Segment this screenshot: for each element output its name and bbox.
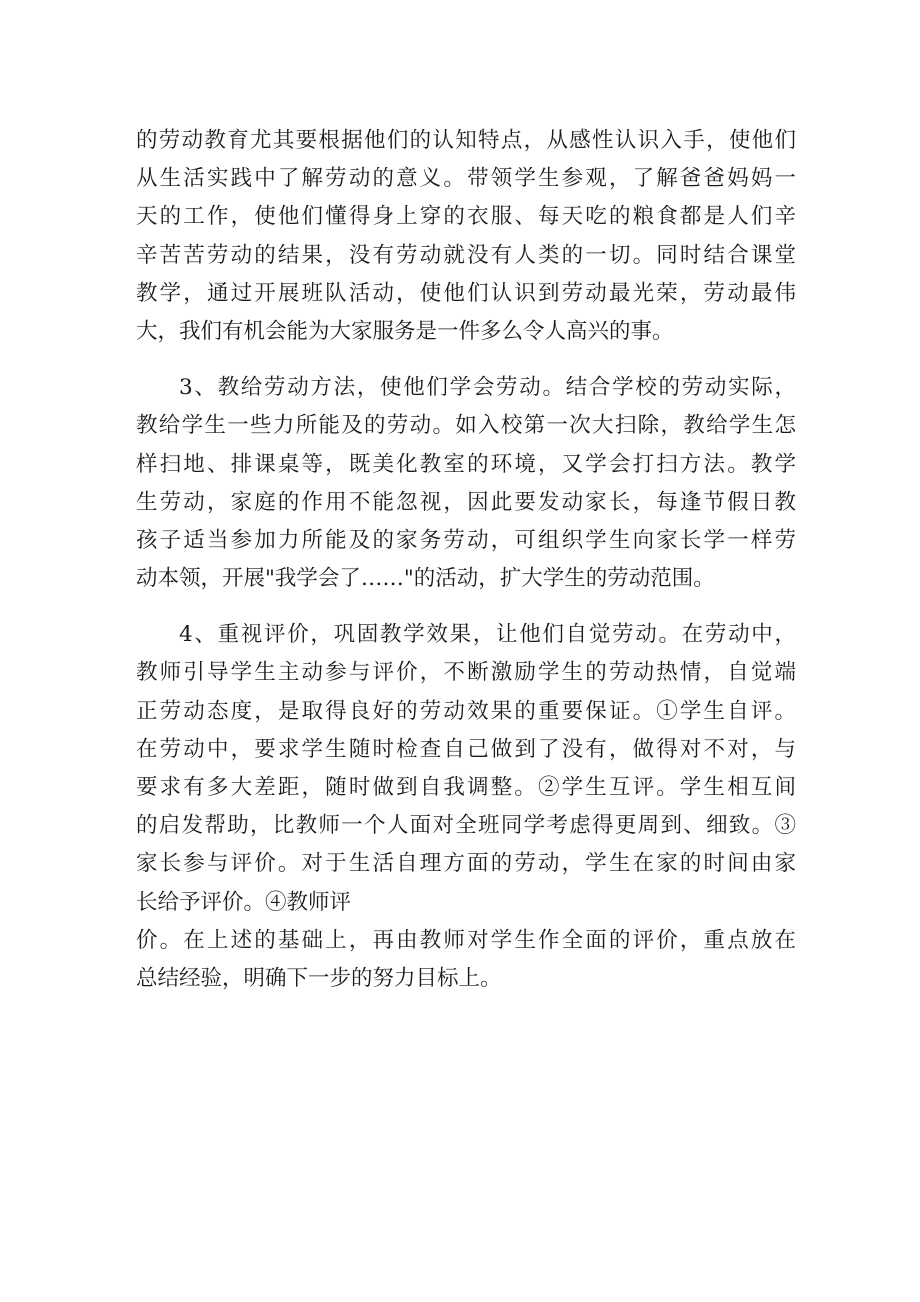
document-body [136,122,796,998]
paragraph-3-line: 长给予评价。④教师评 [136,889,352,915]
paragraph-3-line: 在劳动中，要求学生随时检查自己做到了没有，做得对不对，与 [136,736,796,762]
paragraph-3 [136,616,796,998]
paragraph-3-heading-line: 4、重视评价，巩固教学效果，让他们自觉劳动。在劳动中， [179,622,796,648]
paragraph-3-line: 教师引导学生主动参与评价，不断激励学生的劳动热情，自觉端 [136,660,796,686]
paragraph-2-line: 教给学生一些力所能及的劳动。如入校第一次大扫除，教给学生怎 [136,413,796,439]
paragraph-3-line: 要求有多大差距，随时做到自我调整。②学生互评。学生相互间 [136,775,796,800]
paragraph-1-line: 教学，通过开展班队活动，使他们认识到劳动最光荣，劳动最伟 [136,280,796,306]
paragraph-2-heading-line: 3、教给劳动方法，使他们学会劳动。结合学校的劳动实际， [179,375,796,401]
paragraph-2-line: 动本领，开展"我学会了……"的活动，扩大学生的劳动范围。 [136,566,715,592]
paragraph-1-line: 从生活实践中了解劳动的意义。带领学生参观，了解爸爸妈妈一 [136,166,796,192]
paragraph-spacer [136,598,796,616]
paragraph-1-line: 天的工作，使他们懂得身上穿的衣服、每天吃的粮食都是人们辛 [136,204,796,230]
paragraph-3-line: 的启发帮助，比教师一个人面对全班同学考虑得更周到、细致。③ [136,813,796,839]
paragraph-3-line: 家长参与评价。对于生活自理方面的劳动，学生在家的时间由家 [136,851,796,877]
paragraph-spacer [136,351,796,369]
paragraph-2-line: 样扫地、排课桌等，既美化教室的环境，又学会打扫方法。教学 [136,451,796,477]
paragraph-1-line: 辛苦苦劳动的结果，没有劳动就没有人类的一切。同时结合课堂 [136,242,796,268]
paragraph-3-line: 正劳动态度，是取得良好的劳动效果的重要保证。①学生自评。 [136,698,796,724]
paragraph-3-line: 总结经验，明确下一步的努力目标上。 [136,965,502,991]
paragraph-3-line: 价。在上述的基础上，再由教师对学生作全面的评价，重点放在 [136,927,796,953]
paragraph-1-line: 的劳动教育尤其要根据他们的认知特点，从感性认识入手，使他们 [136,128,796,153]
paragraph-2-line: 孩子适当参加力所能及的家务劳动，可组织学生向家长学一样劳 [136,527,796,553]
paragraph-1 [136,122,796,351]
paragraph-1-line: 大，我们有机会能为大家服务是一件多么令人高兴的事。 [136,318,674,344]
paragraph-2-line: 生劳动，家庭的作用不能忽视，因此要发动家长，每逢节假日教 [136,489,796,515]
paragraph-2 [136,369,796,598]
